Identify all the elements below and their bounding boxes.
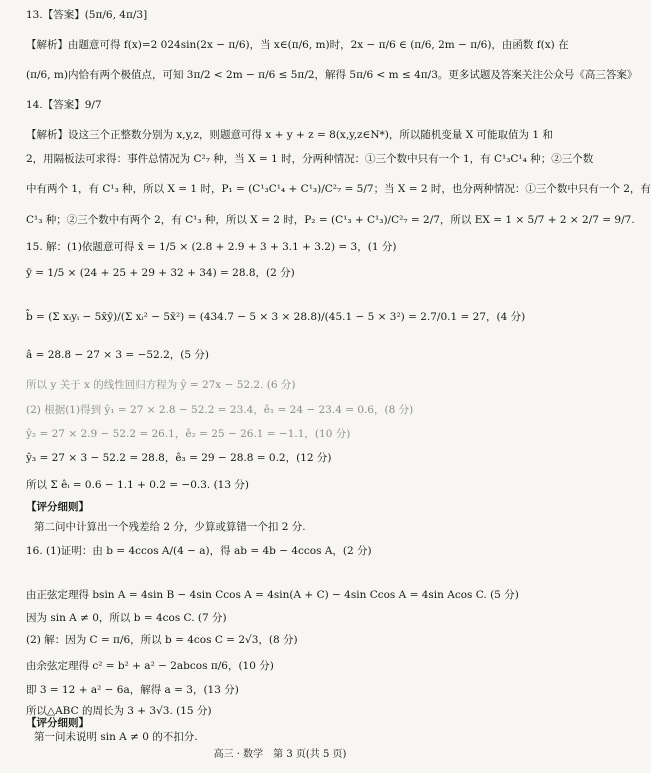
p15-line-8: ŷ₃ = 27 × 3 − 52.2 = 28.8，ê₃ = 29 − 28.8 = 0.2，(12 分) <box>26 452 332 464</box>
p15-line-4: â = 28.8 − 27 × 3 = −52.2，(5 分) <box>26 349 209 361</box>
p16-line-1: 16. (1)证明：由 b = 4ccos A/(4 − a)，得 ab = 4b − 4ccos A，(2 分) <box>26 545 372 557</box>
p16-line-7: 所以△ABC 的周长为 3 + 3√3. (15 分) <box>26 705 212 717</box>
p14-explanation-line-2: 2，用隔板法可求得：事件总情况为 C²₇ 种，当 X = 1 时，分两种情况：①三个数中只有一个 1，有 C¹₃C¹₄ 种；②三个数 <box>26 153 594 165</box>
p16-line-4: (2) 解：因为 C = π/6，所以 b = 4cos C = 2√3，(8 分) <box>26 634 298 646</box>
p16-line-2: 由正弦定理得 bsin A = 4sin B − 4sin Ccos A = 4sin(A + C) − 4sin Ccos A = 4sin Acos C. (5 分) <box>26 589 519 601</box>
p14-explanation-line-3: 中有两个 1，有 C¹₃ 种，所以 X = 1 时，P₁ = (C¹₃C¹₄ + C¹₃)/C²₇ = 5/7；当 X = 2 时，也分两种情况：①三个数中只有一个 2，有 <box>26 183 651 195</box>
p16-line-3: 因为 sin A ≠ 0，所以 b = 4cos C. (7 分) <box>26 612 227 624</box>
p14-explanation-line-1: 【解析】设这三个正整数分别为 x,y,z，则题意可得 x + y + z = 8(x,y,z∈N*)，所以随机变量 X 可能取值为 1 和 <box>26 129 553 141</box>
p13-explanation-line-2: (π/6, m)内恰有两个极值点，可知 3π/2 < 2m − π/6 ≤ 5π/2，解得 5π/6 < m ≤ 4π/3。更多试题及答案关注公众号《高三答案》 <box>26 69 638 81</box>
p15-line-6: (2) 根据(1)得到 ŷ₁ = 27 × 2.8 − 52.2 = 23.4，ê₁ = 24 − 23.4 = 0.6，(8 分) <box>26 404 414 416</box>
p15-line-3: b̂ = (Σ xᵢyᵢ − 5x̄ȳ)/(Σ xᵢ² − 5x̄²) = (434.7 − 5 × 3 × 28.8)/(45.1 − 5 × 3²) = 2.7/0.1 = 27，(4 分) <box>26 311 526 323</box>
p15-line-2: ȳ = 1/5 × (24 + 25 + 29 + 32 + 34) = 28.8，(2 分) <box>26 267 295 279</box>
p15-rubric-text: 第二问中计算出一个残差给 2 分，少算或算错一个扣 2 分. <box>34 521 306 533</box>
p15-line-1: 15. 解：(1)依题意可得 x̄ = 1/5 × (2.8 + 2.9 + 3 + 3.1 + 3.2) = 3，(1 分) <box>26 241 397 253</box>
p16-rubric-heading: 【评分细则】 <box>26 717 89 729</box>
p16-line-6: 即 3 = 12 + a² − 6a，解得 a = 3，(13 分) <box>26 684 239 696</box>
p13-answer: 13.【答案】(5π/6, 4π/3] <box>26 9 148 21</box>
p13-explanation-line-1: 【解析】由题意可得 f(x)=2 024sin(2x − π/6)，当 x∈(π/6, m)时，2x − π/6 ∈ (π/6, 2m − π/6)，由函数 f(x) 在 <box>26 39 569 51</box>
p15-line-9: 所以 Σ êᵢ = 0.6 − 1.1 + 0.2 = −0.3. (13 分) <box>26 479 249 491</box>
page-footer: 高三 · 数学 第 3 页(共 5 页) <box>213 749 347 760</box>
p15-line-5: 所以 y 关于 x 的线性回归方程为 ŷ = 27x − 52.2. (6 分) <box>26 379 296 391</box>
p16-line-5: 由余弦定理得 c² = b² + a² − 2abcos π/6，(10 分) <box>26 660 274 672</box>
p16-rubric-text: 第一问未说明 sin A ≠ 0 的不扣分. <box>34 731 198 743</box>
p15-line-7: ŷ₂ = 27 × 2.9 − 52.2 = 26.1，ê₂ = 25 − 26.1 = −1.1，(10 分) <box>26 428 351 440</box>
p14-answer: 14.【答案】9/7 <box>26 99 102 111</box>
p15-rubric-heading: 【评分细则】 <box>26 501 89 513</box>
p14-explanation-line-4: C¹₃ 种；②三个数中有两个 2，有 C¹₃ 种，所以 X = 2 时，P₂ = (C¹₃ + C¹₃)/C²₇ = 2/7，所以 EX = 1 × 5/7 + 2 × 2/7 = 9/7. <box>26 214 635 226</box>
